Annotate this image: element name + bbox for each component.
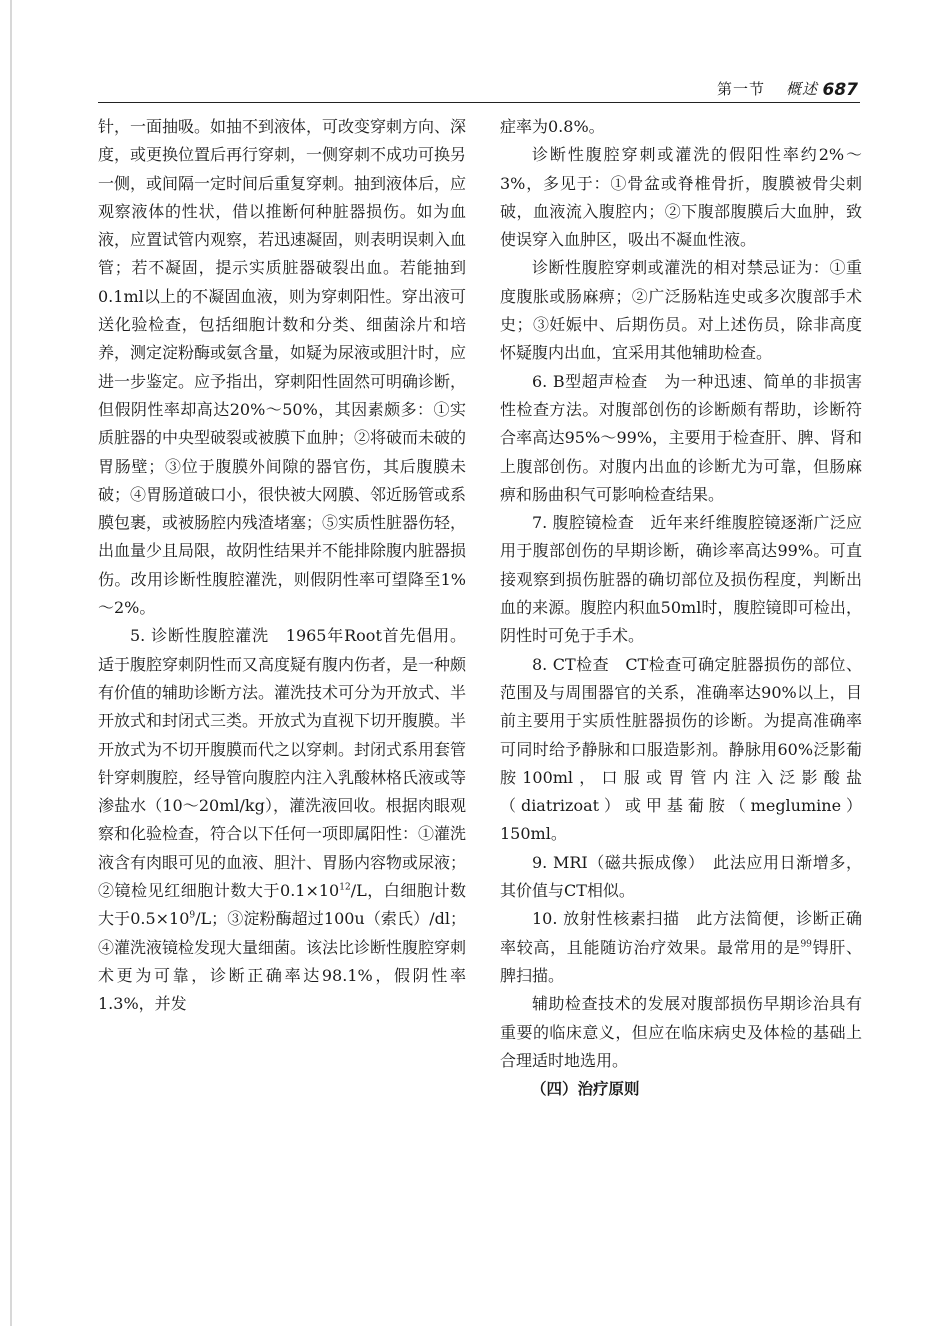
- lavage-text-b: /L，白细胞计数大于0.5×10: [98, 881, 466, 929]
- superscript-exponent-12: 12: [339, 882, 351, 893]
- paragraph-ultrasound: 6. B型超声检查 为一种迅速、简单的非损害性检查方法。对腹部创伤的诊断颇有帮助，诊断符合率高达95%～99%，主要用于检查肝、脾、肾和上腹部创伤。对腹内出血的诊断尤为可靠，但肠麻痹和肠曲积气可影响检查结果。: [500, 371, 862, 504]
- lavage-text-a: 5. 诊断性腹腔灌洗 1965年Root首先倡用。适于腹腔穿刺阴性而又高度疑有腹内伤者，是一种颇有价值的辅助诊断方法。灌洗技术可分为开放式、半开放式和封闭式三类。开放式为直视下切开腹膜。半开放式为不切开腹膜而代之以穿刺。封闭式系用套管针穿刺腹腔，经导管向腹腔内注入乳酸林格氏液或等渗盐水（10～20ml/kg），灌洗液回收。根据肉眼观察和化验检查，符合以下任何一项即属阳性：①灌洗液含有肉眼可见的血液、胆汁、胃肠内容物或尿液；②镜检见红细胞计数大于0.1×10: [98, 626, 467, 901]
- superscript-isotope-99: 99: [800, 939, 812, 950]
- paragraph-summary: 辅助检查技术的发展对腹部损伤早期诊治具有重要的临床意义，但应在临床病史及体检的基础上合理适时地选用。: [500, 994, 862, 1070]
- paragraph-contraindications: 诊断性腹腔穿刺或灌洗的相对禁忌证为：①重度腹胀或肠麻痹；②广泛肠粘连史或多次腹部手术史；③妊娠中、后期伤员。对上述伤员，除非高度怀疑腹内出血，宜采用其他辅助检查。: [500, 258, 862, 363]
- page-number: 687: [822, 80, 858, 100]
- left-column: [98, 113, 466, 1019]
- paragraph-peritoneal-lavage: [98, 622, 466, 1018]
- radionuclide-text-b: 锝肝、脾扫描。: [500, 937, 862, 985]
- paragraph-radionuclide: [500, 905, 862, 990]
- header-section: 第一节: [716, 80, 765, 98]
- paragraph-ct: 8. CT检查 CT检查可确定脏器损伤的部位、范围及与周围器官的关系，准确率达90%以上，目前主要用于实质性脏器损伤的诊断。为提高准确率可同时给予静脉和口服造影剂。静脉用60%泛影葡胺100ml，口服或胃管内注入泛影酸盐（diatrizoat）或甲基葡胺（meglumine）150ml。: [500, 654, 862, 844]
- section-heading-treatment: （四）治疗原则: [531, 1080, 640, 1099]
- paragraph-complication-rate: 症率为0.8%。: [500, 117, 605, 136]
- lavage-text-c: /L；③淀粉酶超过100u（索氏）/dl；④灌洗液镜检发现大量细菌。该法比诊断性腹腔穿刺术更为可靠，诊断正确率达98.1%，假阴性率1.3%，并发: [98, 909, 467, 1014]
- header-title: 概述: [785, 80, 818, 98]
- right-column: [500, 113, 862, 1103]
- scan-edge-line: [10, 0, 12, 1326]
- running-header: [98, 78, 860, 103]
- superscript-exponent-9: 9: [189, 910, 196, 921]
- paragraph-false-positive: 诊断性腹腔穿刺或灌洗的假阳性率约2%～3%，多见于：①骨盆或脊椎骨折，腹膜被骨尖刺破，血液流入腹腔内；②下腹部腹膜后大血肿，致使误穿入血肿区，吸出不凝血性液。: [500, 145, 862, 250]
- paragraph-puncture-continued: 针，一面抽吸。如抽不到液体，可改变穿刺方向、深度，或更换位置后再行穿刺，一侧穿刺不成功可换另一侧，或间隔一定时间后重复穿刺。抽到液体后，应观察液体的性状，借以推断何种脏器损伤。如为血液，应置试管内观察，若迅速凝固，则表明误刺入血管；若不凝固，提示实质脏器破裂出血。若能抽到0.1ml以上的不凝固血液，则为穿刺阳性。穿出液可送化验检查，包括细胞计数和分类、细菌涂片和培养，测定淀粉酶或氨含量，如疑为尿液或胆汁时，应进一步鉴定。应予指出，穿刺阳性固然可明确诊断，但假阴性率却高达20%～50%，其因素颇多：①实质脏器的中央型破裂或被膜下血肿；②将破而未破的胃肠壁；③位于腹膜外间隙的器官伤，其后腹膜未破；④胃肠道破口小，很快被大网膜、邻近肠管或系膜包裹，或被肠腔内残渣堵塞；⑤实质性脏器伤轻，出血量少且局限，故阴性结果并不能排除腹内脏器损伤。改用诊断性腹腔灌洗，则假阴性率可望降至1%～2%。: [98, 117, 467, 618]
- radionuclide-text-a: 10. 放射性核素扫描 此方法简便，诊断正确率较高，且能随访治疗效果。最常用的是: [500, 909, 862, 957]
- paragraph-laparoscopy: 7. 腹腔镜检查 近年来纤维腹腔镜逐渐广泛应用于腹部创伤的早期诊断，确诊率高达99%。可直接观察到损伤脏器的确切部位及损伤程度，判断出血的来源。腹腔内积血50ml时，腹腔镜即可检出，阴性时可免于手术。: [500, 513, 862, 646]
- paragraph-mri: 9. MRI（磁共振成像） 此法应用日渐增多，其价值与CT相似。: [500, 852, 862, 901]
